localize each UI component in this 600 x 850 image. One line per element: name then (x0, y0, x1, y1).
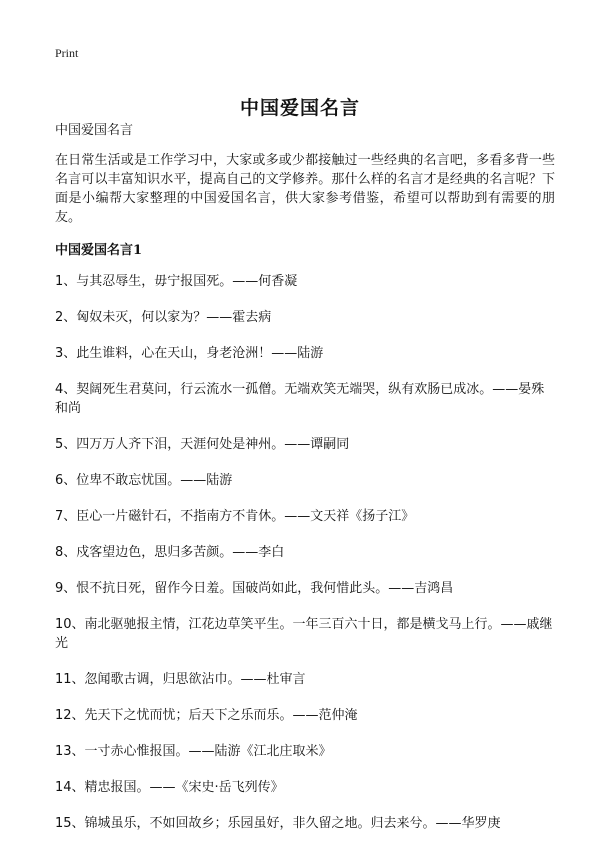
quote-item: 9、恨不抗日死，留作今日羞。国破尚如此，我何惜此头。——吉鸿昌 (55, 581, 454, 596)
quote-item: 8、戍客望边色，思归多苦颜。——李白 (55, 545, 285, 560)
page-title: 中国爱国名言 (239, 96, 360, 119)
quote-item: 4、契阔死生君莫问，行云流水一孤僧。无端欢笑无端哭，纵有欢肠已成冰。——晏殊和尚 (55, 382, 545, 416)
print-label: Print (55, 46, 79, 60)
quote-item: 10、南北驱驰报主情，江花边草笑平生。一年三百六十日，都是横戈马上行。——戚继光 (55, 617, 553, 651)
intro-paragraph: 在日常生活或是工作学习中，大家或多或少都接触过一些经典的名言吧，多看多背一些名言可以丰富知识水平，提高自己的文学修养。那什么样的名言才是经典的名言呢？下面是小编帮大家整理的中国爱国名言，供大家参考借鉴，希望可以帮助到有需要的朋友。 (55, 153, 555, 225)
quote-item: 14、精忠报国。——《宋史·岳飞列传》 (55, 780, 284, 795)
quote-item: 5、四万万人齐下泪，天涯何处是神州。——谭嗣同 (55, 437, 350, 452)
article-body (55, 121, 555, 850)
quote-item: 3、此生谁料，心在天山，身老沧洲！——陆游 (55, 346, 324, 361)
quote-item: 7、臣心一片磁针石，不指南方不肯休。——文天祥《扬子江》 (55, 509, 415, 524)
article-subtitle: 中国爱国名言 (55, 123, 134, 138)
quote-item: 1、与其忍辱生，毋宁报国死。——何香凝 (55, 274, 298, 289)
quote-item: 12、先天下之忧而忧；后天下之乐而乐。——范仲淹 (55, 708, 358, 723)
quote-list (55, 272, 555, 833)
quote-item: 2、匈奴未灭，何以家为？——霍去病 (55, 310, 272, 325)
quote-item: 15、锦城虽乐，不如回故乡；乐园虽好，非久留之地。归去来兮。——华罗庚 (55, 816, 501, 831)
section-heading: 中国爱国名言1 (55, 243, 143, 258)
quote-item: 13、一寸赤心惟报国。——陆游《江北庄取米》 (55, 744, 332, 759)
quote-item: 6、位卑不敢忘忧国。——陆游 (55, 473, 233, 488)
quote-item: 11、忽闻歌古调，归思欲沾巾。——杜审言 (55, 672, 306, 687)
